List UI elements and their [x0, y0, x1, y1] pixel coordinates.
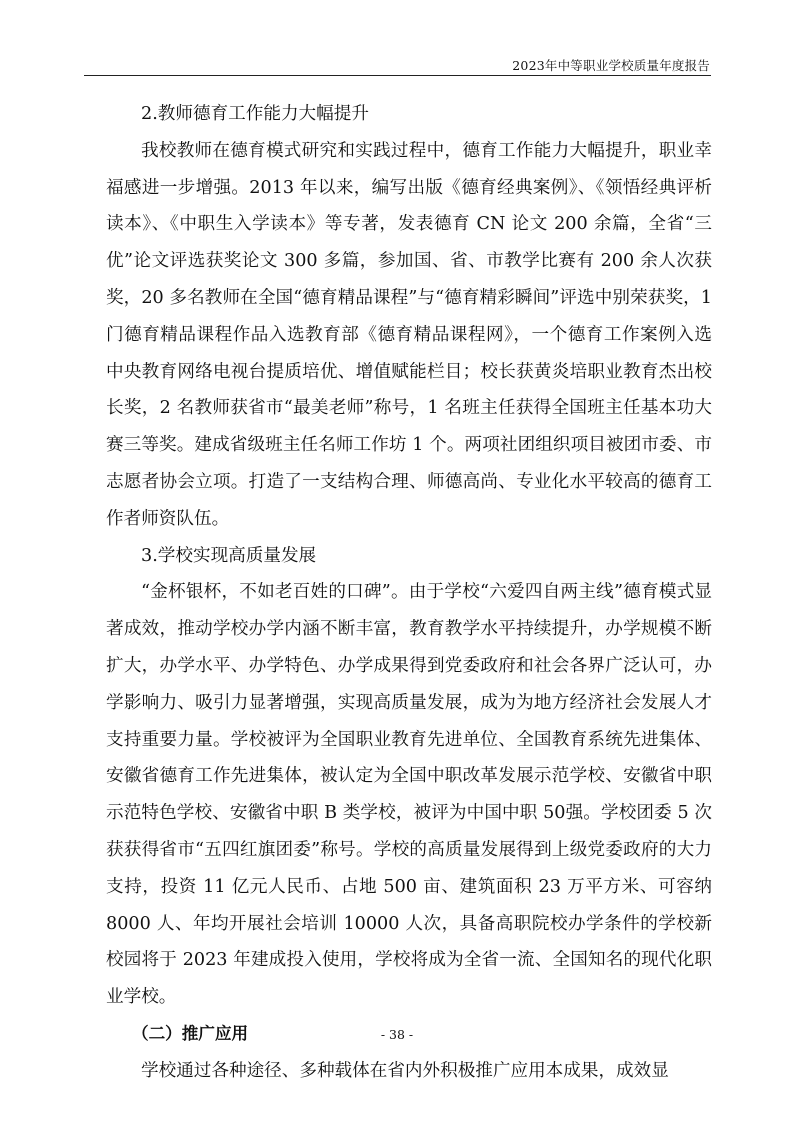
page-body	[106, 96, 712, 1090]
paragraph-promotion: 学校通过各种途径、多种载体在省内外积极推广应用本成果，成效显	[141, 1060, 669, 1081]
paragraph-teacher-achievements: 我校教师在德育模式研究和实践过程中，德育工作能力大幅提升，职业幸福感进一步增强。2013 年以来，编写出版《德育经典案例》、《领悟经典评析读本》、《中职生入学读本》等专著，发表德育 CN 论文 200 余篇，全省“三优”论文评选获奖论文 300 多篇，参加国、省、市教学比赛有 200 余人次获奖，20 多名教师在全国“德育精品课程”与“德育精彩瞬间”评选中别荣获奖，1 门德育精品课程作品入选教育部《德育精品课程网》，一个德育工作案例入选中央教育网络电视台提质培优、增值赋能栏目；校长获黄炎培职业教育杰出校长奖，2 名教师获省市“最美老师”称号，1 名班主任获得全国班主任基本功大赛三等奖。建成省级班主任名师工作坊 1 个。两项社团组织项目被团市委、市志愿者协会立项。打造了一支结构合理、师德高尚、专业化水平较高的德育工作者师资队伍。	[106, 140, 712, 529]
subheading-high-quality-development: 3.学校实现高质量发展	[141, 545, 317, 566]
header-divider	[84, 75, 711, 76]
paragraph-school-development: “金杯银杯，不如老百姓的口碑”。由于学校“六爱四自两主线”德育模式显著成效，推动学校办学内涵不断丰富，教育教学水平持续提升，办学规模不断扩大，办学水平、办学特色、办学成果得到党委政府和社会各界广泛认可，办学影响力、吸引力显著增强，实现高质量发展，成为为地方经济社会发展人才支持重要力量。学校被评为全国职业教育先进单位、全国教育系统先进集体、安徽省德育工作先进集体，被认定为全国中职改革发展示范学校、安徽省中职示范特色学校、安徽省中职 B 类学校，被评为中国中职 50强。学校团委 5 次获获得省市“五四红旗团委”称号。学校的高质量发展得到上级党委政府的大力支持，投资 11 亿元人民币、占地 500 亩、建筑面积 23 万平方米、可容纳 8000 人、年均开展社会培训 10000 人次，具备高职院校办学条件的学校新校园将于 2023 年建成投入使用，学校将成为全省一流、全国知名的现代化职业学校。	[106, 582, 712, 1008]
subheading-teacher-moral-education: 2.教师德育工作能力大幅提升	[141, 104, 369, 124]
page-number: - 38 -	[380, 1027, 414, 1042]
section-heading-promotion: （二）推广应用	[132, 1023, 249, 1043]
report-header-title: 2023年中等职业学校质量年度报告	[512, 58, 710, 73]
